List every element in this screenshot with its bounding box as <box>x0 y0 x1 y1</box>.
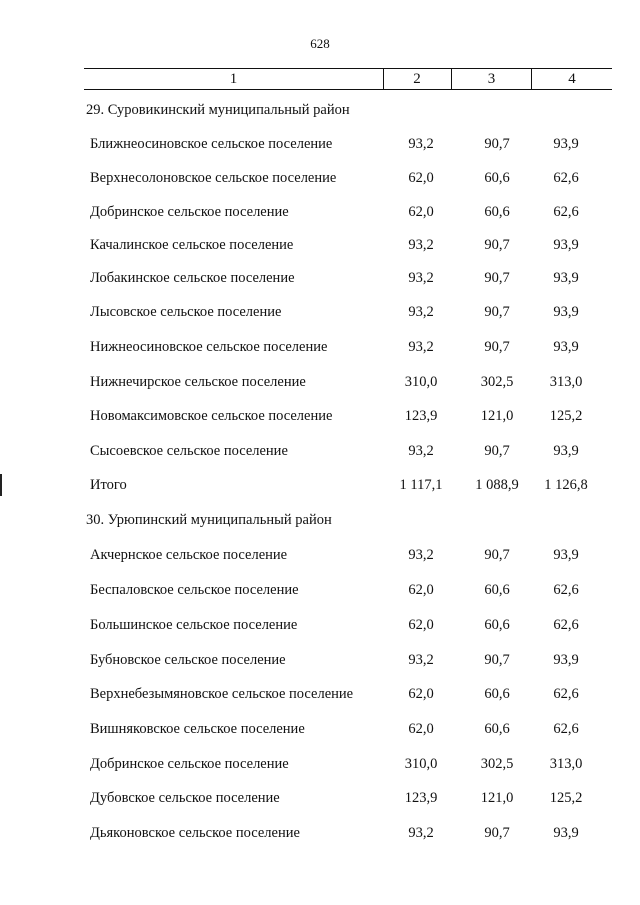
table-row <box>0 578 640 602</box>
row-value-2: 93,2 <box>408 443 434 459</box>
row-name: Добринское сельское поселение <box>90 204 289 220</box>
table-row <box>0 717 640 741</box>
row-value-2: 1 117,1 <box>399 477 443 493</box>
row-name: Акчернское сельское поселение <box>90 547 288 563</box>
row-value-3: 121,0 <box>480 408 514 424</box>
row-value-3: 90,7 <box>484 825 510 841</box>
row-value-3: 90,7 <box>484 547 510 563</box>
row-name: Лысовское сельское поселение <box>90 304 282 320</box>
row-value-2: 93,2 <box>408 652 434 668</box>
table-row <box>0 370 640 394</box>
row-name: 30. Урюпинский муниципальный район <box>86 512 332 528</box>
row-name: Верхнесолоновское сельское поселение <box>90 170 337 186</box>
row-value-4: 62,6 <box>553 686 579 702</box>
row-value-3: 90,7 <box>484 270 510 286</box>
table-row <box>0 439 640 463</box>
row-value-2: 93,2 <box>408 270 434 286</box>
section-title <box>0 98 640 122</box>
row-value-4: 313,0 <box>549 756 583 772</box>
table-row <box>0 786 640 810</box>
table-row <box>0 266 640 290</box>
row-value-2: 123,9 <box>404 408 438 424</box>
row-value-3: 90,7 <box>484 339 510 355</box>
table-row <box>0 404 640 428</box>
table-row <box>0 300 640 324</box>
row-value-4: 1 126,8 <box>544 477 588 493</box>
row-name: Дубовское сельское поселение <box>90 790 280 806</box>
table-row <box>0 200 640 224</box>
row-value-3: 60,6 <box>484 582 510 598</box>
row-value-2: 62,0 <box>408 582 434 598</box>
row-value-4: 93,9 <box>553 339 579 355</box>
row-value-2: 62,0 <box>408 204 434 220</box>
row-name: Вишняковское сельское поселение <box>90 721 305 737</box>
table-row <box>0 613 640 637</box>
row-name: Лобакинское сельское поселение <box>90 270 295 286</box>
row-value-4: 93,9 <box>553 825 579 841</box>
row-value-4: 93,9 <box>553 443 579 459</box>
row-value-2: 62,0 <box>408 721 434 737</box>
row-value-3: 302,5 <box>480 756 514 772</box>
total-row <box>0 473 640 497</box>
row-name: Итого <box>90 477 127 493</box>
row-value-3: 90,7 <box>484 237 510 253</box>
table-row <box>0 543 640 567</box>
row-value-4: 62,6 <box>553 170 579 186</box>
row-value-3: 90,7 <box>484 443 510 459</box>
row-value-4: 93,9 <box>553 270 579 286</box>
table-row <box>0 233 640 257</box>
table-row <box>0 335 640 359</box>
header-col-2: 2 <box>383 69 452 89</box>
row-value-3: 90,7 <box>484 136 510 152</box>
row-value-4: 62,6 <box>553 617 579 633</box>
row-value-2: 93,2 <box>408 825 434 841</box>
row-value-2: 123,9 <box>404 790 438 806</box>
row-name: 29. Суровикинский муниципальный район <box>86 102 350 118</box>
page-number: 628 <box>310 36 330 51</box>
table-row <box>0 648 640 672</box>
row-value-3: 121,0 <box>480 790 514 806</box>
row-name: Ближнеосиновское сельское поселение <box>90 136 333 152</box>
row-value-2: 93,2 <box>408 547 434 563</box>
row-value-2: 93,2 <box>408 304 434 320</box>
header-col-4: 4 <box>568 71 576 87</box>
row-name: Бубновское сельское поселение <box>90 652 286 668</box>
row-value-3: 302,5 <box>480 374 514 390</box>
row-value-2: 62,0 <box>408 617 434 633</box>
row-name: Качалинское сельское поселение <box>90 237 294 253</box>
table-row <box>0 132 640 156</box>
section-title <box>0 508 640 532</box>
row-value-2: 62,0 <box>408 686 434 702</box>
table-row <box>0 682 640 706</box>
row-value-4: 93,9 <box>553 304 579 320</box>
header-col-1: 1 <box>84 69 384 89</box>
table-header <box>84 68 612 90</box>
row-name: Добринское сельское поселение <box>90 756 289 772</box>
row-value-2: 93,2 <box>408 237 434 253</box>
row-value-3: 90,7 <box>484 304 510 320</box>
row-value-3: 60,6 <box>484 617 510 633</box>
row-value-3: 60,6 <box>484 204 510 220</box>
row-name: Дьяконовское сельское поселение <box>90 825 300 841</box>
row-value-3: 60,6 <box>484 686 510 702</box>
row-value-4: 313,0 <box>549 374 583 390</box>
row-value-4: 93,9 <box>553 136 579 152</box>
row-value-2: 93,2 <box>408 339 434 355</box>
row-value-3: 60,6 <box>484 170 510 186</box>
row-name: Большинское сельское поселение <box>90 617 298 633</box>
row-value-3: 1 088,9 <box>475 477 519 493</box>
row-value-2: 62,0 <box>408 170 434 186</box>
row-value-4: 125,2 <box>549 790 583 806</box>
row-name: Беспаловское сельское поселение <box>90 582 299 598</box>
row-value-4: 62,6 <box>553 204 579 220</box>
row-value-4: 62,6 <box>553 582 579 598</box>
row-value-3: 60,6 <box>484 721 510 737</box>
row-name: Верхнебезымяновское сельское поселение <box>90 686 354 702</box>
row-value-4: 125,2 <box>549 408 583 424</box>
table-row <box>0 821 640 845</box>
row-value-4: 62,6 <box>553 721 579 737</box>
row-value-2: 310,0 <box>404 756 438 772</box>
table-row <box>0 166 640 190</box>
row-value-4: 93,9 <box>553 547 579 563</box>
row-name: Нижнеосиновское сельское поселение <box>90 339 328 355</box>
row-value-4: 93,9 <box>553 237 579 253</box>
table-row <box>0 752 640 776</box>
row-value-2: 310,0 <box>404 374 438 390</box>
row-value-2: 93,2 <box>408 136 434 152</box>
row-value-3: 90,7 <box>484 652 510 668</box>
row-value-4: 93,9 <box>553 652 579 668</box>
header-col-3: 3 <box>452 69 532 89</box>
row-name: Сысоевское сельское поселение <box>90 443 288 459</box>
row-name: Новомаксимовское сельское поселение <box>90 408 333 424</box>
row-name: Нижнечирское сельское поселение <box>90 374 306 390</box>
